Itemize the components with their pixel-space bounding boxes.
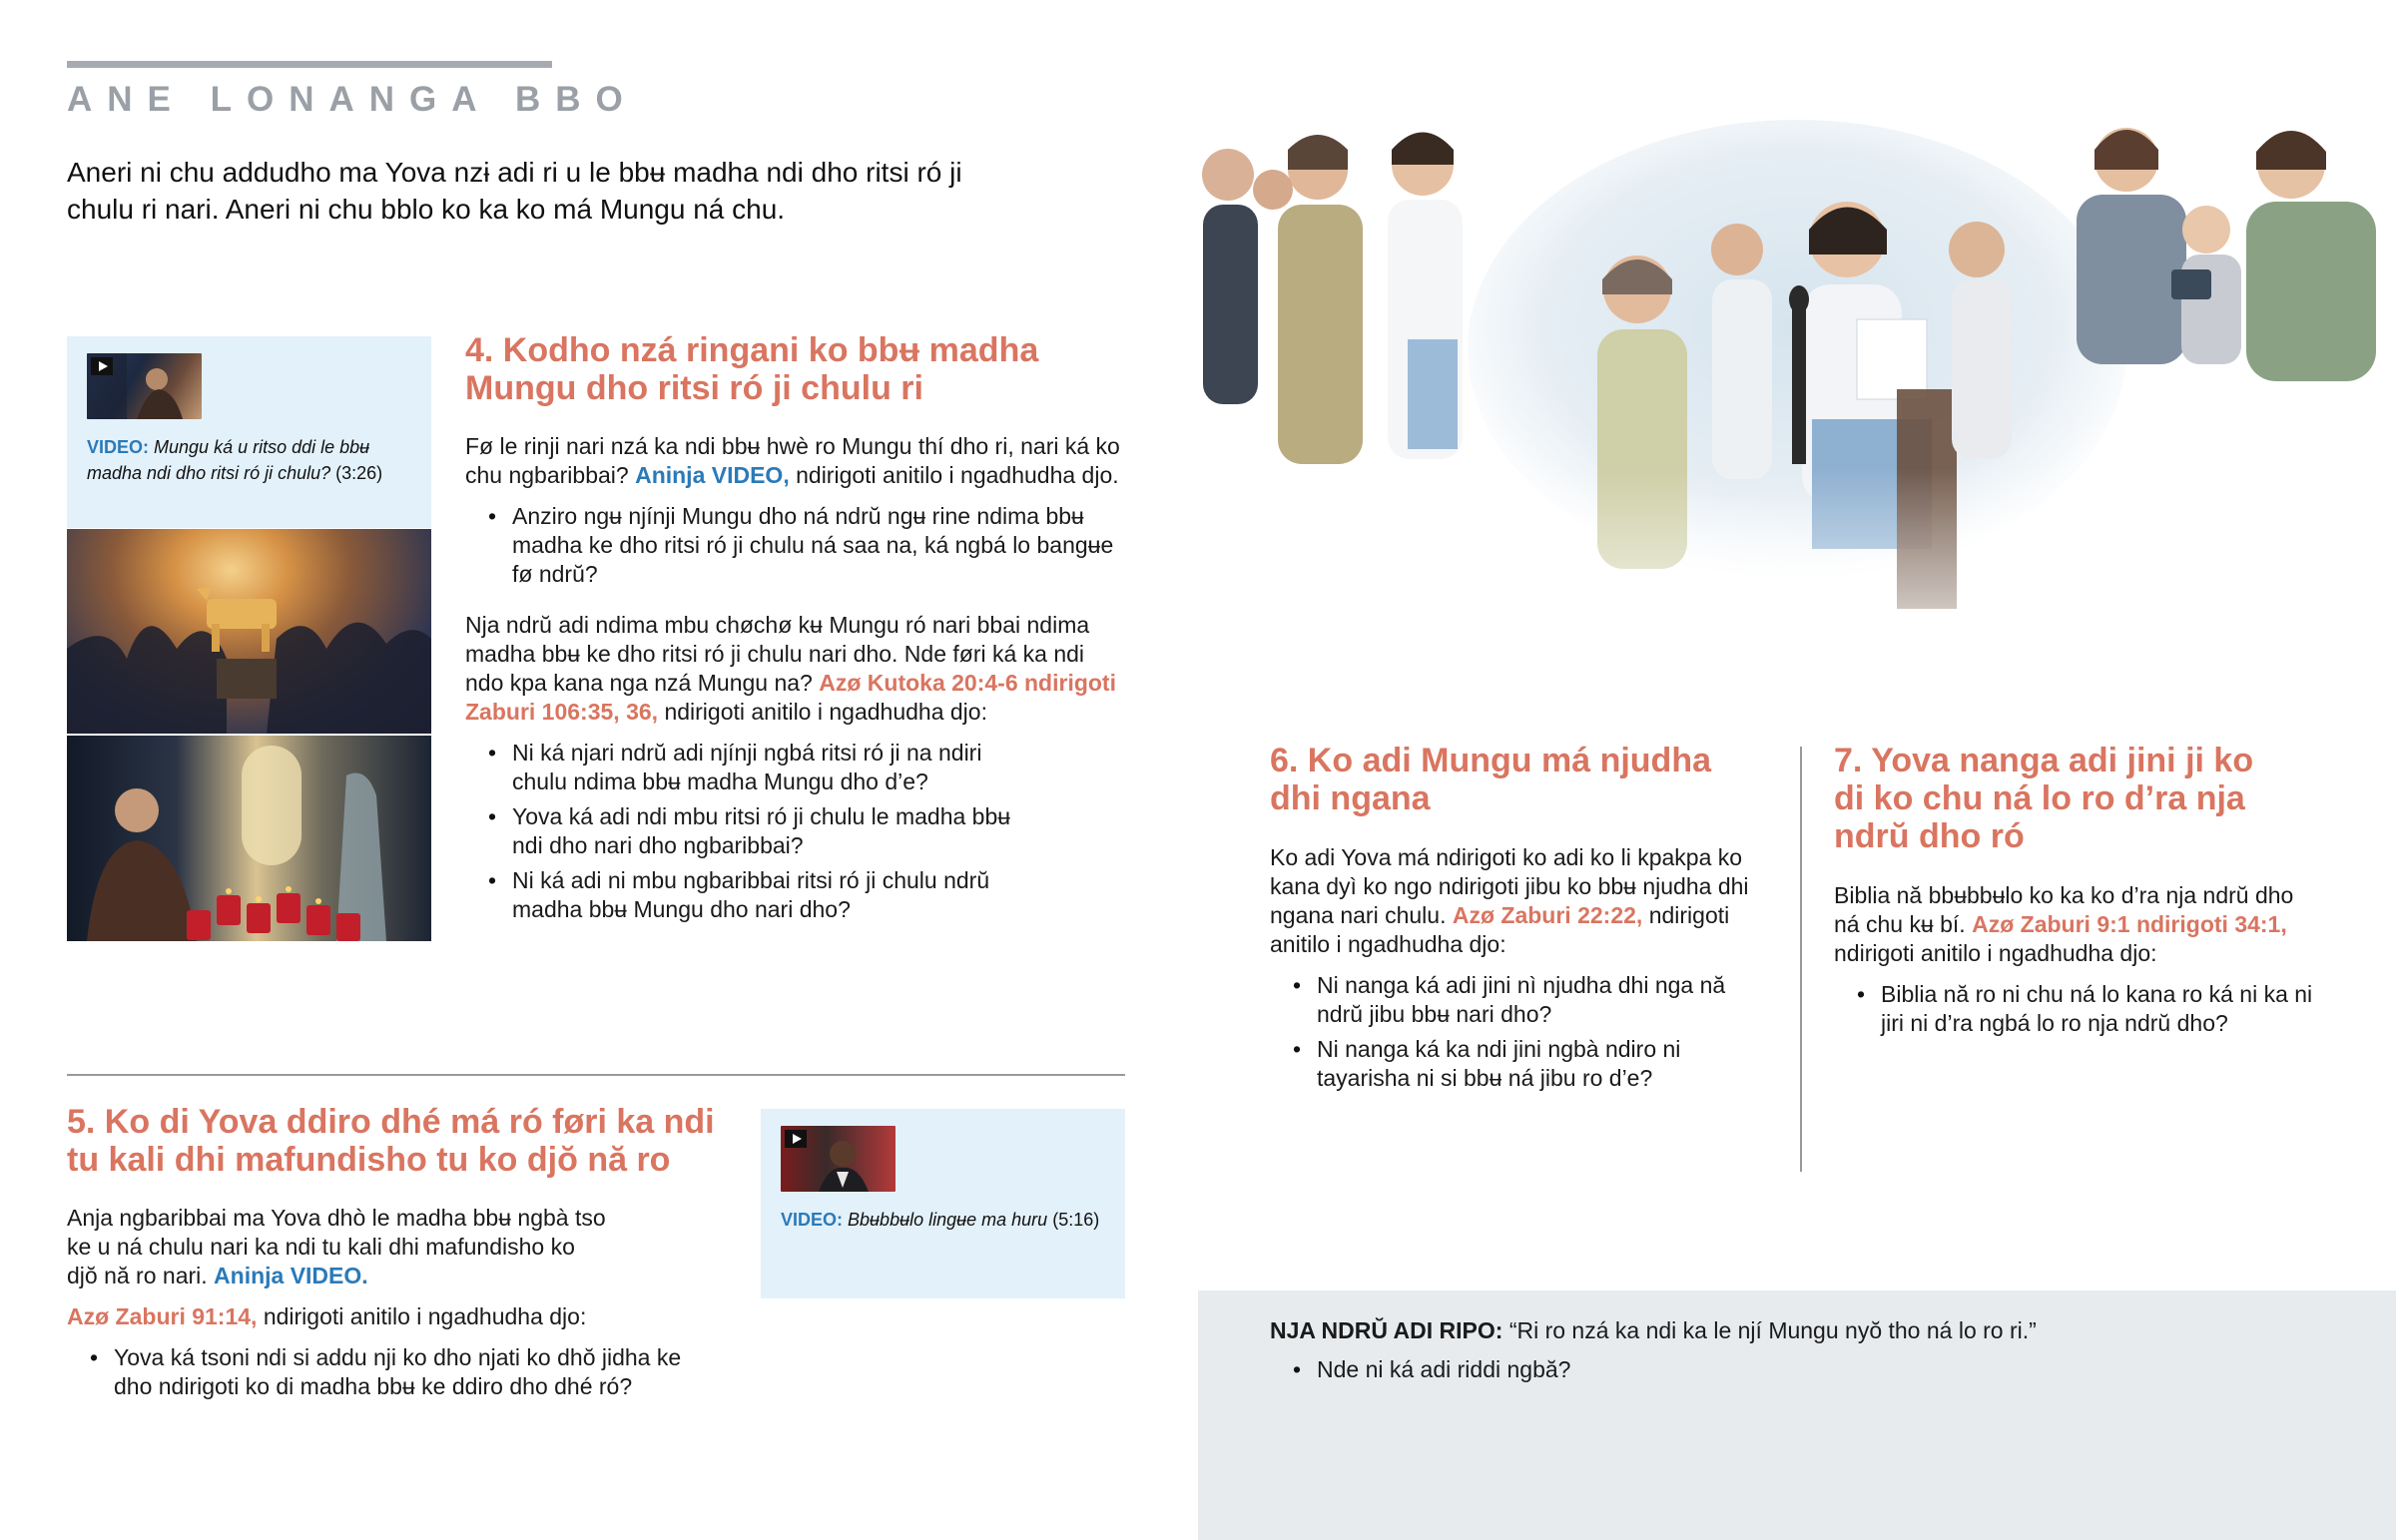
section-5-heading: 5. Ko di Yova ddiro dhé má ró føri ka ndi tu kali dhi mafundisho tu ko djŏ nă ro [67, 1103, 715, 1179]
section-6-body [1270, 843, 1769, 1099]
scripture-ref-link[interactable]: Azø Zaburi 22:22, [1452, 902, 1643, 928]
section-4-questions-1 [465, 502, 1124, 589]
video-thumbnail-4[interactable] [87, 353, 202, 419]
section-7-questions [1834, 980, 2333, 1038]
video-title-4: Mungu ká u ritso ddi le bbʉ madha ndi dho ritsi ró ji chulu? [87, 437, 370, 483]
scripture-ref-link[interactable]: Azø Kutoka 20:4-6 ndirigoti Zaburi 106:35, 36, [465, 670, 1116, 725]
section-5-body [67, 1204, 706, 1407]
section-6-questions [1270, 971, 1769, 1093]
congregation-illustration [1198, 90, 2396, 689]
watch-video-link-4[interactable]: Aninja VIDEO, [635, 462, 790, 488]
candle-prayer-illustration [67, 736, 431, 941]
scripture-ref-link[interactable]: Azø Zaburi 91:14, [67, 1303, 258, 1329]
section-7-body [1834, 881, 2333, 1044]
section-4-body [465, 432, 1124, 930]
video-thumbnail-5[interactable] [781, 1126, 896, 1192]
congregation-art [1198, 90, 2396, 689]
section-5-para-1 [67, 1204, 606, 1290]
candle-prayer-art [67, 736, 431, 941]
section-4-para-1-tail: ndirigoti anitilo i ngadhudha djo. [796, 462, 1119, 488]
video-caption-5 [781, 1207, 1110, 1233]
ripo-body [1270, 1316, 2348, 1390]
someone-may-ask-box [1198, 1290, 2396, 1540]
video-title-5: Bbʉbbʉlo lingʉe ma huru [848, 1210, 1048, 1230]
intro-text: Aneri ni chu addudho ma Yova nzɨ adi ri u le bbʉ madha ndi dho ritsi ró ji chulu ri nari. Aneri ni chu bblo ko ka ko má Mungu ná chu. [67, 157, 962, 225]
video-duration-5: (5:16) [1052, 1210, 1100, 1230]
play-icon [91, 357, 113, 375]
list-item: • Ni nanga ká ka ndi jini ngbà ndiro ni tayarisha ni si bbʉ ná jibu ro d’e? [1270, 1035, 1769, 1093]
section-6-para-1 [1270, 843, 1769, 959]
section-4-para-1 [465, 432, 1124, 490]
list-item: • Ni ká njari ndrŭ adi njínji ngbá ritsi ró ji na ndiri chulu ndima bbʉ madha Mungu dho d’e? [465, 739, 1024, 796]
play-icon [785, 1130, 807, 1148]
list-item: • Yova ká adi ndi mbu ritsi ró ji chulu le madha bbʉ ndi dho nari dho ngbaribbai? [465, 802, 1024, 860]
section-7-para-1-tail: ndirigoti anitilo i ngadhudha djo: [1834, 940, 2157, 966]
list-item: • Nde ni ká adi riddi ngbă? [1270, 1355, 2348, 1384]
section-4-heading: 4. Kodho nzá ringani ko bbʉ madha Mungu dho ritsi ró ji chulu ri [465, 331, 1039, 407]
section-6-para-1-text: Ko adi Yova má ndirigoti ko adi ko li kpakpa ko kana dyì ko ngo ndirigoti jibu ko bbʉ njudha dhi ngana nari chulu. [1270, 844, 1749, 928]
section-6-heading: 6. Ko adi Mungu má njudha dhi ngana [1270, 742, 1711, 817]
section-7-heading: 7. Yova nanga adi jini ji ko di ko chu ná lo ro d’ra nja ndrŭ dho ró [1834, 742, 2254, 855]
ripo-quote: “Ri ro nzá ka ndi ka le njí Mungu nyŏ tho ná lo ro ri.” [1508, 1317, 2037, 1343]
header-rule [67, 61, 552, 68]
section-7-para-1-text: Biblia nă bbʉbbʉlo ko ka ko d’ra nja ndrŭ dho ná chu kʉ bí. [1834, 882, 2294, 937]
scripture-ref-link[interactable]: Azø Zaburi 9:1 ndirigoti 34:1, [1972, 911, 2287, 937]
ripo-para [1270, 1316, 2348, 1345]
list-item: • Ni ká adi ni mbu ngbaribbai ritsi ró ji chulu ndrŭ madha bbʉ Mungu dho nari dho? [465, 866, 1024, 924]
section-5-para-2 [67, 1302, 706, 1331]
video-caption-4 [87, 434, 416, 486]
section-5-para-2-tail: ndirigoti anitilo i ngadhudha djo: [263, 1303, 587, 1329]
worship-idol-illustration [67, 529, 431, 734]
video-card-5[interactable] [761, 1109, 1125, 1298]
ripo-questions [1270, 1355, 2348, 1384]
worship-idol-art [67, 529, 431, 734]
video-label-4: VIDEO: [87, 437, 150, 457]
section-4-questions-2 [465, 739, 1024, 924]
watch-video-link-5[interactable]: Aninja VIDEO. [214, 1263, 368, 1288]
section-4-para-2-tail: ndirigoti anitilo i ngadhudha djo: [664, 699, 987, 725]
section-kicker: ANE LONANGA BBO [67, 80, 638, 119]
list-item: • Ni nanga ká adi jini nì njudha dhi nga nă ndrŭ jibu bbʉ nari dho? [1270, 971, 1769, 1029]
section-4-para-1-text: Fø le rinji nari nzá ka ndi bbʉ hwè ro Mungu thí dho ri, nari ká ko chu ngbaribbai? [465, 433, 1120, 488]
video-label-5: VIDEO: [781, 1210, 844, 1230]
section-5-para-1-text: Anja ngbaribbai ma Yova dhò le madha bbʉ ngbà tso ke u ná chulu nari ka ndi tu kali dhi mafundisho ko djŏ nă ro nari. [67, 1205, 606, 1288]
section-divider [67, 1074, 1125, 1076]
ripo-label: NJA NDRŬ ADI RIPO: [1270, 1317, 1503, 1343]
video-duration-4: (3:26) [335, 463, 383, 483]
list-item: • Yova ká tsoni ndi si addu nji ko dho njati ko dhŏ jidha ke dho ndirigoti ko di madha bbʉ ke ddiro dho dhé ró? [67, 1343, 706, 1401]
column-divider [1800, 747, 1802, 1172]
video-card-4[interactable] [67, 336, 431, 528]
section-6-para-1-tail: ndirigoti anitilo i ngadhudha djo: [1270, 902, 1730, 957]
section-5-questions [67, 1343, 706, 1401]
list-item: • Biblia nă ro ni chu ná lo kana ro ká ni ka ni jiri ni d’ra ngbá lo ro nja ndrŭ dho? [1834, 980, 2333, 1038]
section-7-para-1 [1834, 881, 2323, 968]
section-4-para-2-text: Nja ndrŭ adi ndima mbu chøchø kʉ Mungu ró nari bbai ndima madha bbʉ ke dho ritsi ró ji chulu nari dho. Nde føri ká ka ndi ndo kpa kana nga nzá Mungu na? [465, 612, 1090, 696]
section-4-para-2 [465, 611, 1124, 727]
list-item: • Anziro ngʉ njínji Mungu dho ná ndrŭ ngʉ rine ndima bbʉ madha ke dho ritsi ró ji chulu ná saa na, ká ngbá lo bangʉe fø ndrŭ? [465, 502, 1124, 589]
